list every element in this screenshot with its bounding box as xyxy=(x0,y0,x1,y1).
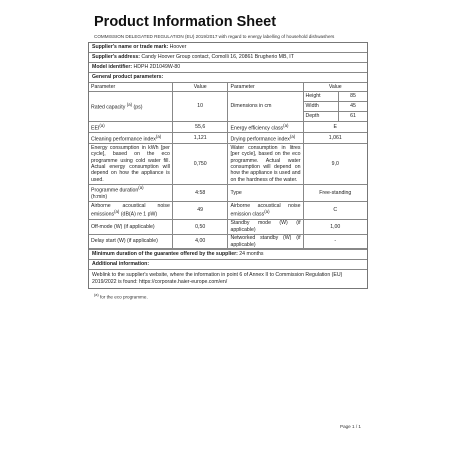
cleaning-index-label: Cleaning performance index$^{(a)}$ xyxy=(89,133,172,144)
supplier-name-value: Hoover xyxy=(169,44,187,50)
guarantee-value: 24 months xyxy=(239,251,264,258)
supplier-name-row xyxy=(89,43,367,52)
additional-information-heading: Additional information: xyxy=(89,259,367,269)
dimensions-label: Dimensions in cm xyxy=(228,92,303,122)
energy-class-label: Energy efficiency class$^{(a)}$ xyxy=(228,122,303,133)
cleaning-index-value: 1,121 xyxy=(172,133,228,144)
eei-value: 55,6 xyxy=(172,122,228,133)
table-row xyxy=(89,184,367,202)
type-value: Free-standing xyxy=(303,184,367,202)
height-value: 85 xyxy=(338,92,367,102)
supplier-address-label: Supplier's address: xyxy=(92,54,140,60)
model-identifier-row xyxy=(89,62,367,72)
model-identifier-label: Model identifier: xyxy=(92,64,133,70)
height-label: Height xyxy=(304,92,339,102)
model-identifier-value: HDPH 2D1049W-80 xyxy=(133,64,181,70)
col-header-value: Value xyxy=(172,83,228,92)
guarantee-label: Minimum duration of the guarantee offered by the supplier: xyxy=(92,251,238,258)
drying-index-label: Drying performance index$^{(a)}$ xyxy=(228,133,303,144)
depth-label: Depth xyxy=(304,112,339,122)
table-row xyxy=(89,144,367,184)
col-header-parameter: Parameter xyxy=(89,83,172,92)
eei-label: EEI$^{(a)}$ xyxy=(89,122,172,133)
table-row xyxy=(89,219,367,234)
info-table xyxy=(88,42,368,289)
product-information-sheet xyxy=(88,14,368,299)
guarantee-row xyxy=(89,249,367,259)
table-row xyxy=(89,234,367,249)
standby-mode-label: Standby mode (W) (if applicable) xyxy=(228,219,303,234)
networked-standby-label: Networked standby (W) (if applicable) xyxy=(228,234,303,249)
col-header-parameter-2: Parameter xyxy=(228,83,303,92)
table-header-row xyxy=(89,83,367,92)
drying-index-value: 1,061 xyxy=(303,133,367,144)
footnote-text: for the eco programme. xyxy=(99,294,148,300)
supplier-name-label: Supplier's name or trade mark: xyxy=(92,44,169,50)
energy-consumption-label: Energy consumption in kWh [per cycle], based on the eco programme using cold water fill. Actual energy consumption will depend on how the appliance is used. xyxy=(89,144,172,184)
type-label: Type xyxy=(228,184,303,202)
footnote-marker: (a) xyxy=(94,292,99,297)
noise-class-label: Airborne acoustical noise emission class$^{(a)}$ xyxy=(228,202,303,220)
networked-standby-value: - xyxy=(303,234,367,249)
general-parameters-heading: General product parameters: xyxy=(89,72,367,82)
parameters-grid xyxy=(89,83,367,249)
off-mode-label: Off-mode (W) (if applicable) xyxy=(89,219,172,234)
rated-capacity-value: 10 xyxy=(172,92,228,122)
standby-mode-value: 1,00 xyxy=(303,219,367,234)
noise-emissions-label: Airborne acoustical noise emissions$^{(a)}$ (dB(A) re 1 pW) xyxy=(89,202,172,220)
weblink-row: Weblink to the supplier's website, where the information in point 6 of Annex II to Commission Regulation (EU) 2019/2022 is found: https://corporate.haier-europe.com/en/ xyxy=(89,269,367,287)
regulation-subtitle: COMMISSION DELEGATED REGULATION (EU) 2019/2017 with regard to energy labelling of household dishwashers xyxy=(94,34,335,39)
dimensions-value xyxy=(303,92,367,122)
parameters-grid-wrap xyxy=(89,82,367,249)
page-title: Product Information Sheet xyxy=(94,14,277,30)
water-consumption-label: Water consumption in litres [per cycle], based on the eco programme. Actual water consumption will depend on how the appliance is used and on the hardness of the water. xyxy=(228,144,303,184)
delay-start-label: Delay start (W) (if applicable) xyxy=(89,234,172,249)
depth-value: 61 xyxy=(350,113,356,120)
noise-emissions-value: 49 xyxy=(172,202,228,220)
supplier-address-row xyxy=(89,52,367,62)
table-row xyxy=(89,92,367,122)
off-mode-value: 0,50 xyxy=(172,219,228,234)
col-header-value-2: Value xyxy=(303,83,367,92)
table-row xyxy=(89,133,367,144)
energy-class-value: E xyxy=(303,122,367,133)
table-row xyxy=(89,122,367,133)
footnote xyxy=(94,293,368,300)
programme-duration-value: 4:58 xyxy=(172,184,228,202)
noise-class-value: C xyxy=(303,202,367,220)
supplier-address-value: Candy Hoover Group contact, Comolli 16, 20861 Brugherio MB, IT xyxy=(141,54,294,60)
programme-duration-label: Programme duration$^{(a)}$ (h:min) xyxy=(89,184,172,202)
energy-consumption-value: 0,750 xyxy=(172,144,228,184)
water-consumption-value: 9,0 xyxy=(303,144,367,184)
width-label: Width xyxy=(304,102,339,112)
page-number: Page 1 / 1 xyxy=(340,424,361,429)
width-value: 45 xyxy=(338,102,367,112)
rated-capacity-label: Rated capacity $^{(a)}$ (ps) xyxy=(89,92,172,122)
delay-start-value: 4,00 xyxy=(172,234,228,249)
table-row xyxy=(89,202,367,220)
